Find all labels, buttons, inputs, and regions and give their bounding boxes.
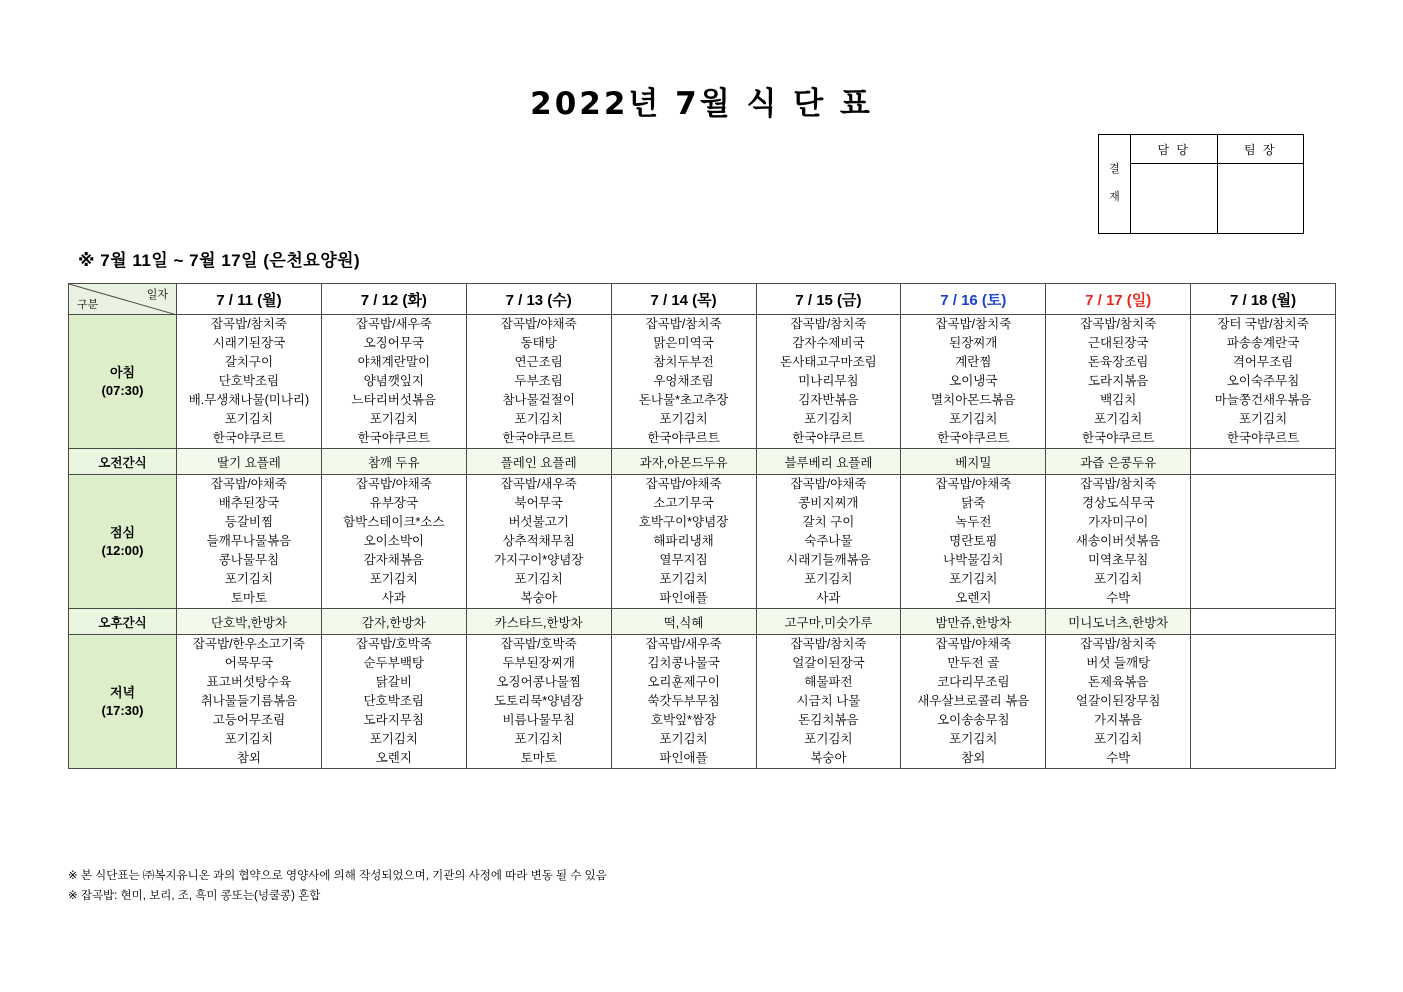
menu-item: 얼갈이된장국 — [792, 656, 865, 670]
cell-breakfast-0 — [177, 315, 322, 449]
menu-item: 콩비지찌개 — [798, 496, 859, 510]
row-label-breakfast — [69, 315, 177, 449]
cell-lunch-1 — [321, 475, 466, 609]
day-header-4: 7 / 15 (금) — [756, 284, 901, 315]
menu-item: 유부장국 — [369, 496, 418, 510]
menu-item: 잡곡밥/참치죽 — [1080, 637, 1157, 651]
menu-item: 시래기된장국 — [212, 336, 286, 350]
menu-item: 오징어무국 — [363, 336, 424, 350]
menu-item: 잡곡밥/야채죽 — [935, 637, 1012, 651]
cell-afternoon-snack-7 — [1191, 609, 1336, 635]
cell-afternoon-snack-4: 고구마,미숫가루 — [756, 609, 901, 635]
menu-item: 갈치 구이 — [802, 515, 855, 529]
menu-item: 배추된장국 — [218, 496, 280, 510]
menu-item: 돈제육볶음 — [1087, 675, 1149, 689]
row-label-dinner — [69, 635, 177, 769]
menu-item: 포기김치 — [514, 572, 563, 586]
menu-item: 들깨무나물볶음 — [206, 534, 292, 548]
menu-item: 잡곡밥/새우죽 — [355, 317, 432, 331]
menu-item: 오이송송무침 — [937, 713, 1010, 727]
menu-item: 코다리무조림 — [937, 675, 1010, 689]
approval-head-manager: 담 당 — [1131, 135, 1217, 164]
menu-item: 토마토 — [230, 591, 268, 605]
menu-item: 한국야쿠르트 — [937, 431, 1010, 445]
menu-item: 포기김치 — [369, 572, 418, 586]
menu-item: 미나리무침 — [798, 374, 859, 388]
menu-item: 느타리버섯볶음 — [351, 393, 437, 407]
menu-item: 고등어무조림 — [212, 713, 286, 727]
menu-item: 포기김치 — [514, 732, 563, 746]
table-corner-cell — [69, 284, 177, 315]
menu-item: 참외 — [236, 751, 262, 765]
cell-dinner-1 — [321, 635, 466, 769]
cell-lunch-0 — [177, 475, 322, 609]
menu-item: 백김치 — [1100, 393, 1137, 407]
menu-item: 숙주나물 — [804, 534, 853, 548]
menu-item: 복숭아 — [520, 591, 557, 605]
menu-item: 잡곡밥/참치죽 — [1080, 317, 1157, 331]
menu-item: 포기김치 — [1094, 572, 1143, 586]
menu-item: 복숭아 — [810, 751, 847, 765]
footnote-1: ※ 잡곡밥: 현미, 보리, 조, 흑미 콩또는(넝쿨콩) 혼합 — [68, 890, 321, 903]
menu-item: 김자반볶음 — [798, 393, 859, 407]
cell-afternoon-snack-0: 단호박,한방차 — [177, 609, 322, 635]
row-label-lunch-line1: 점심 — [109, 524, 136, 540]
menu-item: 호박잎*쌈장 — [650, 713, 717, 727]
menu-item: 포기김치 — [949, 732, 998, 746]
menu-item: 포기김치 — [659, 412, 708, 426]
menu-item: 버섯불고기 — [508, 515, 569, 529]
menu-item: 김치콩나물국 — [647, 656, 720, 670]
menu-item: 상추적채무침 — [502, 534, 575, 548]
menu-item: 오렌지 — [375, 751, 412, 765]
menu-item: 두부된장찌개 — [502, 656, 575, 670]
footnote-0: ※ 본 식단표는 ㈜복지유니온 과의 협약으로 영양사에 의해 작성되었으며, 기관의 사정에 따라 변동 될 수 있음 — [68, 870, 607, 882]
menu-item: 돈육장조림 — [1087, 355, 1149, 369]
menu-item: 포기김치 — [804, 572, 853, 586]
menu-item: 새우살브로콜리 볶음 — [917, 694, 1030, 708]
menu-item: 감자채볶음 — [363, 553, 424, 567]
menu-item: 돈김치볶음 — [798, 713, 859, 727]
menu-item: 장터 국밥/참치죽 — [1217, 317, 1309, 331]
cell-dinner-4 — [756, 635, 901, 769]
menu-item: 잡곡밥/야채죽 — [790, 477, 867, 491]
menu-item: 북어무국 — [514, 496, 563, 510]
menu-item: 한국야쿠르트 — [212, 431, 286, 445]
menu-item: 포기김치 — [224, 732, 274, 746]
menu-item: 파인애플 — [659, 751, 708, 765]
menu-item: 가지볶음 — [1094, 713, 1143, 727]
cell-dinner-3 — [611, 635, 756, 769]
day-header-5: 7 / 16 (토) — [901, 284, 1046, 315]
cell-dinner-6 — [1046, 635, 1191, 769]
cell-morning-snack-6: 과즙 은콩두유 — [1046, 449, 1191, 475]
day-header-6: 7 / 17 (일) — [1046, 284, 1191, 315]
menu-item: 포기김치 — [369, 412, 418, 426]
menu-item: 오렌지 — [955, 591, 992, 605]
cell-afternoon-snack-1: 감자,한방차 — [321, 609, 466, 635]
table-row-morning-snack — [69, 449, 1336, 475]
menu-item: 도토리묵*양념장 — [493, 694, 584, 708]
menu-item: 야채계란말이 — [357, 355, 431, 369]
menu-item: 우엉채조림 — [653, 374, 714, 388]
menu-item: 시래기들깨볶음 — [786, 553, 871, 567]
page-title: 2022년 7월 식 단 표 — [530, 86, 873, 122]
menu-item: 잡곡밥/한우소고기죽 — [192, 637, 306, 651]
cell-afternoon-snack-2: 카스타드,한방차 — [466, 609, 611, 635]
menu-item: 잡곡밥/야채죽 — [500, 317, 577, 331]
menu-item: 해물파전 — [804, 675, 853, 689]
menu-item: 한국야쿠르트 — [792, 431, 865, 445]
menu-item: 해파리냉채 — [653, 534, 714, 548]
table-header-row — [69, 284, 1336, 315]
row-label-dinner-line1: 저녁 — [109, 684, 136, 700]
approval-cells — [1131, 135, 1303, 233]
approval-stamp-box — [1098, 134, 1304, 234]
menu-item: 수박 — [1106, 591, 1131, 605]
menu-item: 포기김치 — [659, 732, 708, 746]
menu-item: 가지구이*양념장 — [493, 553, 584, 567]
menu-item: 잡곡밥/야채죽 — [935, 477, 1012, 491]
menu-item: 마늘쫑건새우볶음 — [1214, 393, 1312, 407]
menu-item: 잡곡밥/참치죽 — [645, 317, 722, 331]
menu-item: 동태탕 — [520, 336, 557, 350]
menu-item: 갈치구이 — [224, 355, 274, 369]
menu-item: 수박 — [1106, 751, 1131, 765]
weekly-menu-table — [68, 283, 1336, 769]
corner-date-label: 일자 — [146, 289, 168, 301]
menu-item: 닭갈비 — [375, 675, 412, 689]
menu-item: 포기김치 — [224, 412, 274, 426]
cell-lunch-3 — [611, 475, 756, 609]
table-body — [69, 315, 1336, 769]
menu-item: 소고기무국 — [653, 496, 714, 510]
menu-item: 버섯 들깨탕 — [1086, 656, 1151, 670]
approval-label-line1: 결 — [1109, 163, 1120, 176]
menu-item: 비름나물무침 — [502, 713, 575, 727]
row-label-breakfast-line2: (07:30) — [101, 382, 144, 398]
row-label-morning-snack: 오전간식 — [69, 449, 177, 475]
table-row-lunch — [69, 475, 1336, 609]
menu-item: 포기김치 — [514, 412, 563, 426]
cell-breakfast-5 — [901, 315, 1046, 449]
menu-item: 참치두부전 — [653, 355, 714, 369]
cell-afternoon-snack-3: 떡,식혜 — [611, 609, 756, 635]
menu-item: 한국야쿠르트 — [647, 431, 720, 445]
menu-item: 사과 — [816, 591, 841, 605]
menu-item: 파인애플 — [659, 591, 708, 605]
menu-item: 단호박조림 — [363, 694, 424, 708]
menu-item: 한국야쿠르트 — [502, 431, 575, 445]
menu-item: 잡곡밥/참치죽 — [935, 317, 1012, 331]
menu-item: 포기김치 — [1094, 732, 1143, 746]
cell-lunch-7 — [1191, 475, 1336, 609]
cell-breakfast-7 — [1191, 315, 1336, 449]
menu-item: 포기김치 — [804, 732, 853, 746]
menu-item: 오징어콩나물찜 — [496, 675, 581, 689]
day-header-0: 7 / 11 (월) — [177, 284, 322, 315]
menu-item: 연근조림 — [514, 355, 563, 369]
row-label-lunch-line2: (12:00) — [101, 542, 144, 558]
corner-division-label: 구분 — [77, 299, 99, 311]
menu-item: 경상도식무국 — [1081, 496, 1155, 510]
menu-item: 도라지무침 — [363, 713, 424, 727]
menu-item: 오이냉국 — [949, 374, 998, 388]
menu-item: 잡곡밥/참치죽 — [1080, 477, 1157, 491]
menu-item: 한국야쿠르트 — [1081, 431, 1155, 445]
menu-item: 잡곡밥/참치죽 — [790, 317, 867, 331]
menu-item: 잡곡밥/참치죽 — [790, 637, 867, 651]
menu-item: 얼갈이된장무침 — [1075, 694, 1161, 708]
row-label-afternoon-snack: 오후간식 — [69, 609, 177, 635]
cell-breakfast-4 — [756, 315, 901, 449]
menu-item: 순두부백탕 — [363, 656, 424, 670]
menu-item: 잡곡밥/야채죽 — [645, 477, 722, 491]
menu-item: 한국야쿠르트 — [1226, 431, 1300, 445]
menu-item: 참외 — [961, 751, 986, 765]
menu-item: 돈사태고구마조림 — [780, 355, 877, 369]
menu-item: 시금치 나물 — [796, 694, 861, 708]
cell-breakfast-2 — [466, 315, 611, 449]
menu-item: 멸치아몬드볶음 — [931, 393, 1016, 407]
menu-item: 잡곡밥/호박죽 — [355, 637, 432, 651]
menu-item: 파송송계란국 — [1226, 336, 1300, 350]
cell-morning-snack-7 — [1191, 449, 1336, 475]
menu-item: 오이숙주무침 — [1226, 374, 1300, 388]
day-header-3: 7 / 14 (목) — [611, 284, 756, 315]
menu-item: 호박구이*양념장 — [638, 515, 729, 529]
menu-item: 두부조림 — [514, 374, 563, 388]
day-header-7: 7 / 18 (월) — [1191, 284, 1336, 315]
menu-item: 사과 — [381, 591, 406, 605]
menu-item: 미역초무침 — [1087, 553, 1149, 567]
row-label-breakfast-line1: 아침 — [109, 364, 136, 380]
menu-item: 포기김치 — [949, 572, 998, 586]
menu-item: 포기김치 — [1238, 412, 1288, 426]
menu-item: 포기김치 — [804, 412, 853, 426]
cell-morning-snack-3: 과자,아몬드두유 — [611, 449, 756, 475]
table-row-afternoon-snack — [69, 609, 1336, 635]
approval-signature-manager — [1131, 164, 1217, 233]
menu-item: 단호박조림 — [218, 374, 280, 388]
menu-item: 콩나물무침 — [218, 553, 280, 567]
cell-lunch-6 — [1046, 475, 1191, 609]
menu-item: 격어무조림 — [1232, 355, 1294, 369]
menu-item: 잡곡밥/호박죽 — [500, 637, 577, 651]
menu-item: 함박스테이크*소스 — [343, 515, 445, 529]
menu-item: 포기김치 — [1094, 412, 1143, 426]
cell-lunch-2 — [466, 475, 611, 609]
menu-item: 잡곡밥/참치죽 — [210, 317, 287, 331]
cell-afternoon-snack-6: 미니도너츠,한방차 — [1046, 609, 1191, 635]
day-header-1: 7 / 12 (화) — [321, 284, 466, 315]
menu-item: 한국야쿠르트 — [357, 431, 431, 445]
menu-item: 도라지볶음 — [1087, 374, 1149, 388]
menu-item: 쑥갓두부무침 — [647, 694, 720, 708]
cell-afternoon-snack-5: 밤만쥬,한방차 — [901, 609, 1046, 635]
menu-item: 새송이버섯볶음 — [1075, 534, 1161, 548]
approval-cell-teamlead — [1218, 135, 1304, 233]
menu-item: 잡곡밥/야채죽 — [210, 477, 287, 491]
cell-lunch-5 — [901, 475, 1046, 609]
table-row-dinner — [69, 635, 1336, 769]
cell-dinner-2 — [466, 635, 611, 769]
menu-item: 돈나물*초고추장 — [638, 393, 729, 407]
approval-signature-teamlead — [1218, 164, 1304, 233]
menu-item: 취나물들기름볶음 — [200, 694, 298, 708]
table-row-breakfast — [69, 315, 1336, 449]
menu-item: 근대된장국 — [1087, 336, 1149, 350]
menu-item: 된장찌개 — [949, 336, 998, 350]
menu-item: 잡곡밥/야채죽 — [355, 477, 432, 491]
menu-item: 포기김치 — [659, 572, 708, 586]
menu-item: 배.무생채나물(미나리) — [188, 393, 310, 407]
menu-item: 참나물겉절이 — [502, 393, 575, 407]
cell-dinner-5 — [901, 635, 1046, 769]
menu-item: 등갈비찜 — [224, 515, 274, 529]
footnotes — [68, 866, 607, 906]
menu-item: 오리훈제구이 — [647, 675, 720, 689]
menu-item: 포기김치 — [224, 572, 274, 586]
menu-item: 감자수제비국 — [792, 336, 865, 350]
menu-item: 열무지짐 — [659, 553, 708, 567]
menu-item: 표고버섯탕수육 — [206, 675, 292, 689]
menu-item: 오이소박이 — [363, 534, 424, 548]
cell-breakfast-1 — [321, 315, 466, 449]
cell-morning-snack-0: 딸기 요플레 — [177, 449, 322, 475]
menu-item: 어묵무국 — [224, 656, 274, 670]
approval-label-line2: 재 — [1109, 190, 1120, 203]
menu-item: 녹두전 — [955, 515, 992, 529]
cell-breakfast-3 — [611, 315, 756, 449]
day-header-2: 7 / 13 (수) — [466, 284, 611, 315]
menu-item: 가자미구이 — [1087, 515, 1149, 529]
cell-breakfast-6 — [1046, 315, 1191, 449]
menu-item: 잡곡밥/새우죽 — [500, 477, 577, 491]
menu-item: 계란찜 — [955, 355, 992, 369]
cell-morning-snack-1: 참깨 두유 — [321, 449, 466, 475]
approval-cell-manager — [1131, 135, 1218, 233]
cell-morning-snack-5: 베지밀 — [901, 449, 1046, 475]
approval-head-teamlead: 팀 장 — [1218, 135, 1304, 164]
cell-lunch-4 — [756, 475, 901, 609]
menu-item: 잡곡밥/새우죽 — [645, 637, 722, 651]
menu-item: 양념깻잎지 — [363, 374, 424, 388]
row-label-dinner-line2: (17:30) — [101, 702, 144, 718]
approval-label — [1099, 135, 1131, 233]
menu-item: 토마토 — [520, 751, 557, 765]
menu-item: 포기김치 — [949, 412, 998, 426]
menu-item: 닭죽 — [961, 496, 986, 510]
cell-morning-snack-2: 플레인 요플레 — [466, 449, 611, 475]
cell-dinner-7 — [1191, 635, 1336, 769]
menu-item: 만두전 골 — [947, 656, 1000, 670]
menu-item: 맑은미역국 — [653, 336, 714, 350]
cell-morning-snack-4: 블루베리 요플레 — [756, 449, 901, 475]
menu-item: 포기김치 — [369, 732, 418, 746]
menu-item: 명란토핑 — [949, 534, 998, 548]
row-label-lunch — [69, 475, 177, 609]
cell-dinner-0 — [177, 635, 322, 769]
menu-item: 나박물김치 — [943, 553, 1004, 567]
date-range-subtitle: ※ 7월 11일 ~ 7월 17일 (은천요양원) — [78, 251, 361, 270]
